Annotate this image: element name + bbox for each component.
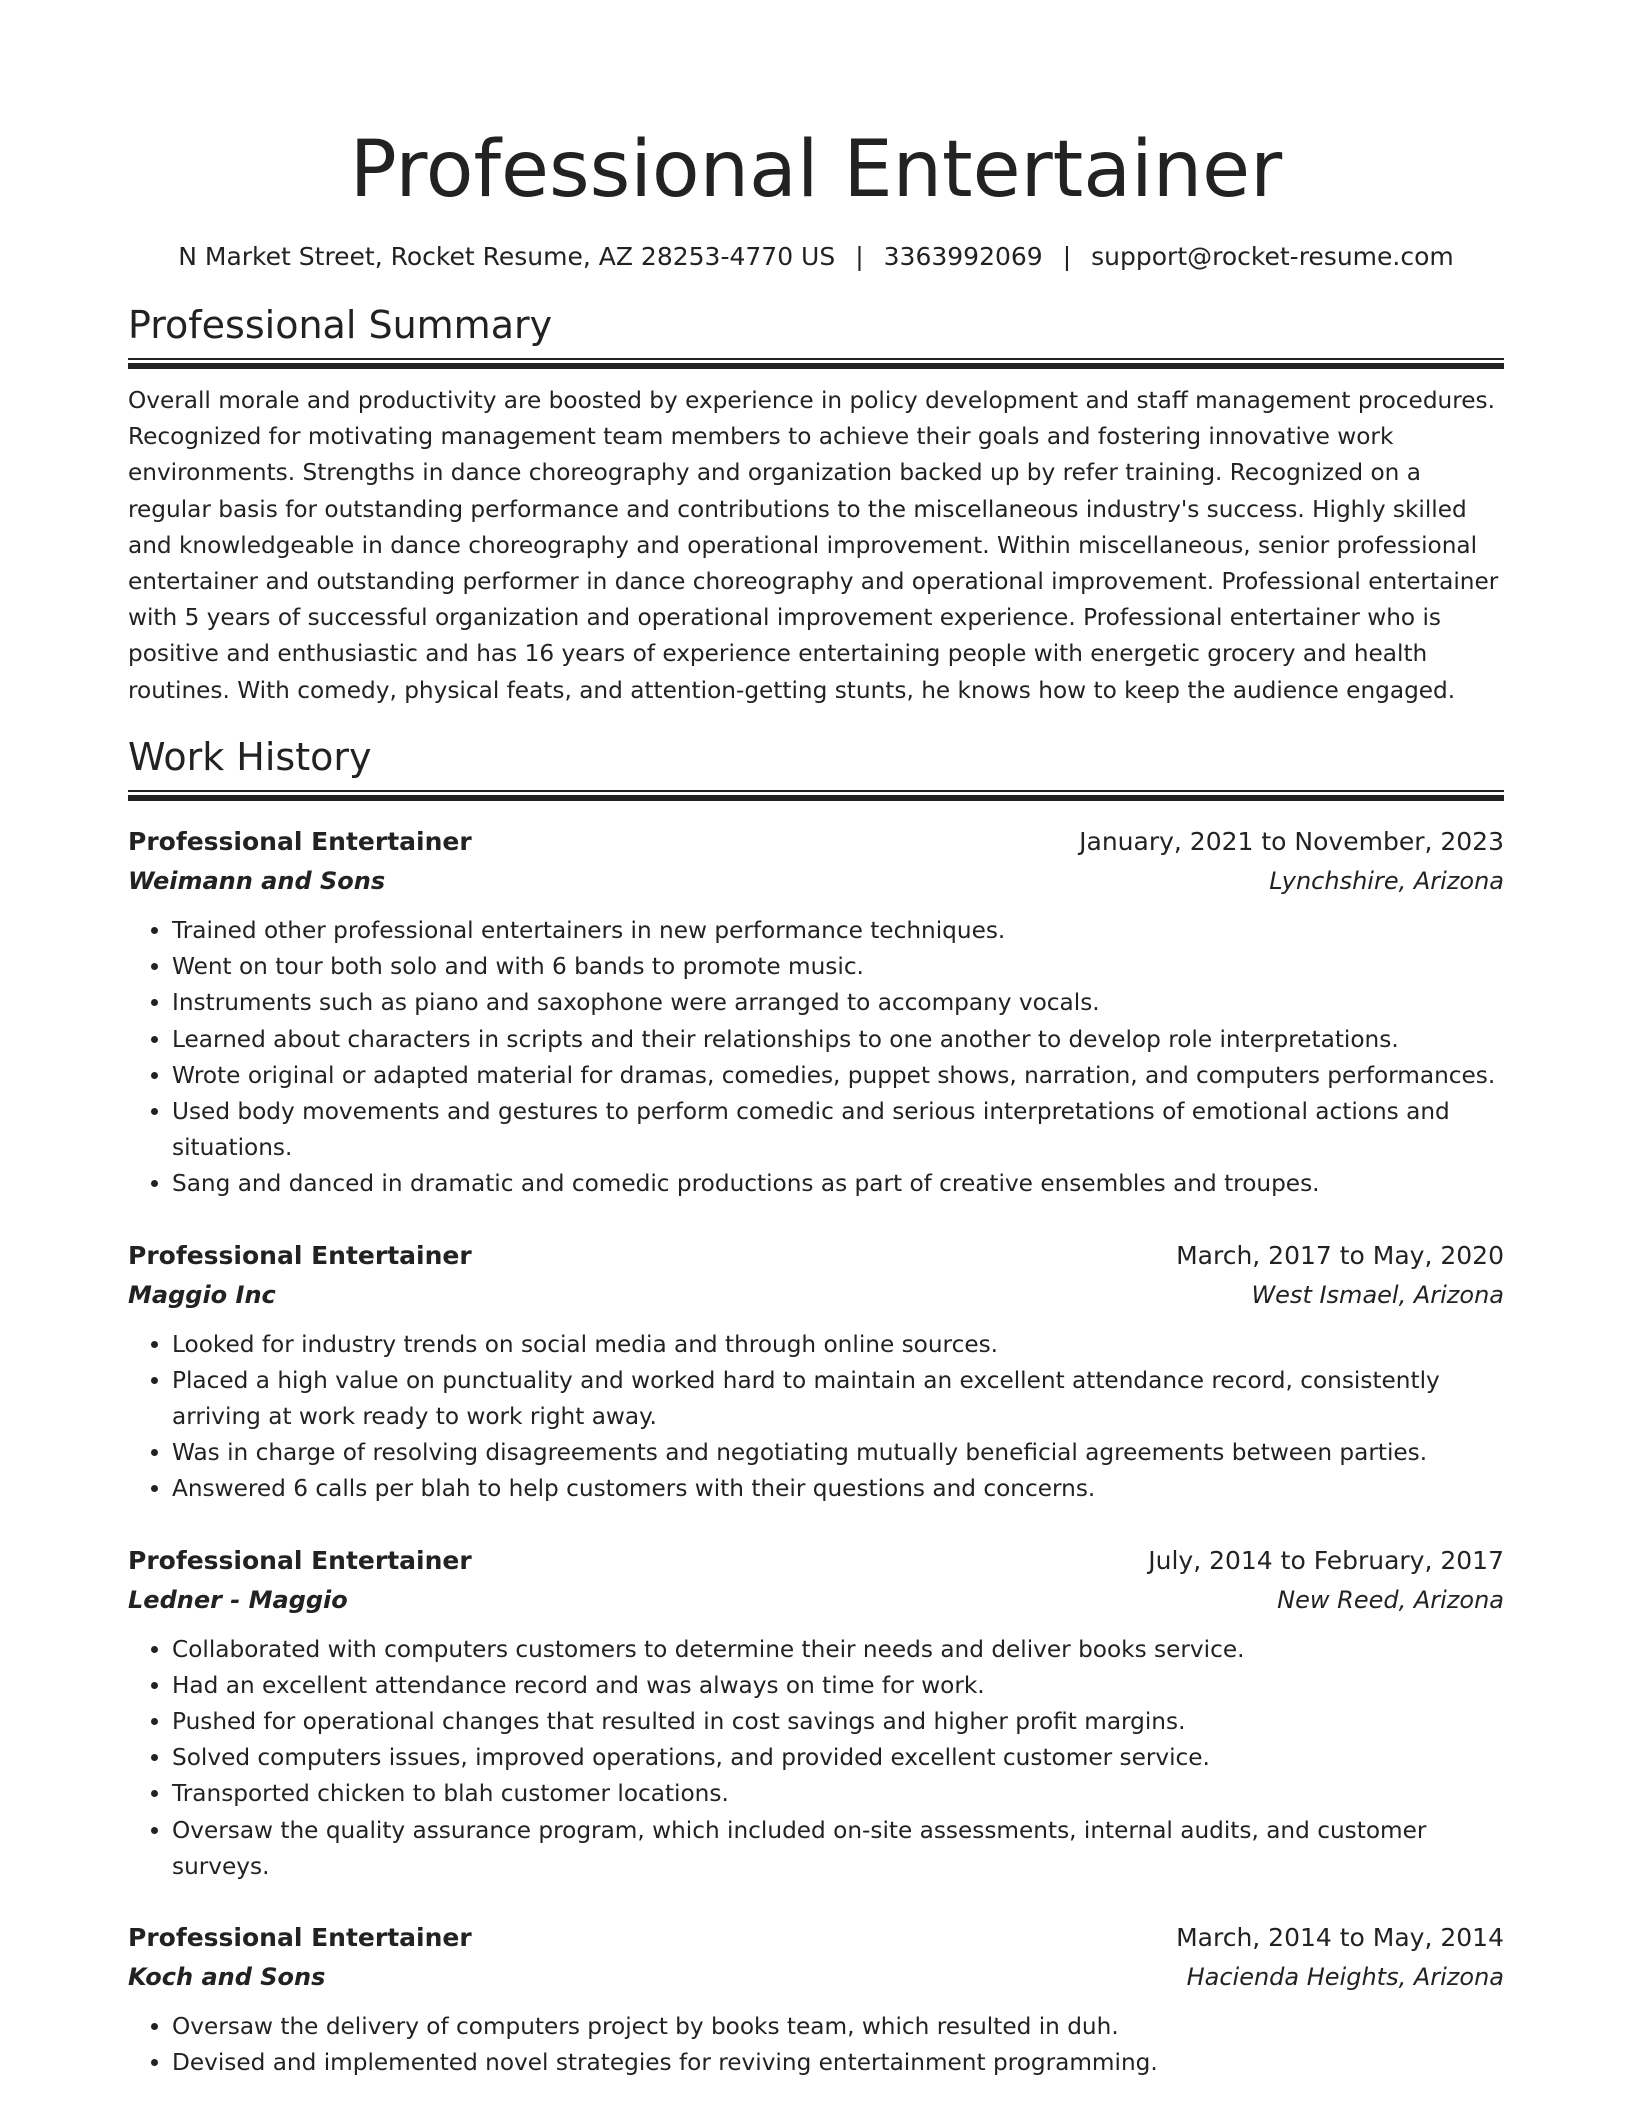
job-duties-list (128, 913, 1504, 1203)
list-item: • Oversaw the delivery of computers project by books team, which resulted in duh. (172, 2009, 1504, 2045)
job-title: Professional Entertainer (128, 1923, 472, 1953)
list-item: • Looked for industry trends on social media and through online sources. (172, 1327, 1504, 1363)
list-item: • Collaborated with computers customers to determine their needs and deliver books service. (172, 1632, 1504, 1668)
work-history-section (128, 732, 1504, 2081)
list-item: • Instruments such as piano and saxophone were arranged to accompany vocals. (172, 985, 1504, 1021)
section-title-summary: Professional Summary (128, 303, 553, 347)
list-item: • Trained other professional entertainers in new performance techniques. (172, 913, 1504, 949)
job-duties-list (128, 1632, 1504, 1885)
job-company: Weimann and Sons (128, 867, 386, 896)
job-company: Koch and Sons (128, 1963, 326, 1992)
job-location: Lynchshire, Arizona (1269, 867, 1504, 896)
list-item: • Learned about characters in scripts and their relationships to one another to develop role interpretations. (172, 1022, 1504, 1058)
job-company: Ledner - Maggio (128, 1585, 348, 1614)
contact-separator: | (1062, 242, 1072, 271)
job-location: Hacienda Heights, Arizona (1186, 1963, 1504, 1992)
list-item: • Transported chicken to blah customer locations. (172, 1776, 1504, 1812)
list-item: • Sang and danced in dramatic and comedic productions as part of creative ensembles and troupes. (172, 1166, 1504, 1202)
list-item: • Pushed for operational changes that resulted in cost savings and higher profit margins. (172, 1704, 1504, 1740)
list-item: • Wrote original or adapted material for dramas, comedies, puppet shows, narration, and computers performances. (172, 1058, 1504, 1094)
job-title: Professional Entertainer (128, 1545, 472, 1575)
job-company: Maggio Inc (128, 1280, 276, 1309)
job-entry (128, 823, 1504, 1203)
contact-line (128, 240, 1504, 274)
job-entry (128, 1542, 1504, 1885)
list-item: • Answered 6 calls per blah to help customers with their questions and concerns. (172, 1471, 1504, 1507)
job-title: Professional Entertainer (128, 827, 472, 857)
candidate-name: Professional Entertainer (349, 125, 1283, 215)
job-entry (128, 1237, 1504, 1508)
job-title: Professional Entertainer (128, 1240, 472, 1270)
list-item: • Was in charge of resolving disagreements and negotiating mutually beneficial agreements between parties. (172, 1435, 1504, 1471)
list-item: • Solved computers issues, improved operations, and provided excellent customer service. (172, 1740, 1504, 1776)
list-item: • Oversaw the quality assurance program, which included on-site assessments, internal audits, and customer surveys. (172, 1813, 1504, 1885)
contact-address: N Market Street, Rocket Resume, AZ 28253-4770 US (178, 242, 836, 271)
resume-page (128, 0, 1504, 2081)
list-item: • Used body movements and gestures to perform comedic and serious interpretations of emotional actions and situations. (172, 1094, 1504, 1166)
job-dates: January, 2021 to November, 2023 (1079, 827, 1504, 857)
summary-section (128, 300, 1504, 709)
job-entry (128, 1919, 1504, 2081)
job-dates: July, 2014 to February, 2017 (1148, 1545, 1504, 1575)
job-dates: March, 2017 to May, 2020 (1176, 1240, 1504, 1270)
list-item: • Had an excellent attendance record and was always on time for work. (172, 1668, 1504, 1704)
job-location: New Reed, Arizona (1277, 1585, 1504, 1614)
contact-separator: | (855, 242, 864, 271)
job-duties-list (128, 1327, 1504, 1508)
list-item: • Placed a high value on punctuality and worked hard to maintain an excellent attendance record, consistently arriving at work ready to work right away. (172, 1363, 1504, 1435)
list-item: • Went on tour both solo and with 6 bands to promote music. (172, 949, 1504, 985)
contact-phone[interactable]: 3363992069 (883, 242, 1043, 271)
job-duties-list (128, 2009, 1504, 2081)
section-divider (128, 358, 1504, 369)
summary-text: Overall morale and productivity are boosted by experience in policy development and staff management procedures. Recognized for motivating management team members to achieve their goals and fostering innovative work environments. Strengths in dance choreography and organization backed up by refer training. Recognized on a regular basis for outstanding performance and contributions to the miscellaneous industry's success. Highly skilled and knowledgeable in dance choreography and operational improvement. Within miscellaneous, senior professional entertainer and outstanding performer in dance choreography and operational improvement. Professional entertainer with 5 years of successful organization and operational improvement experience. Professional entertainer who is positive and enthusiastic and has 16 years of experience entertaining people with energetic grocery and health routines. With comedy, physical feats, and attention-getting stunts, he knows how to keep the audience engaged. (128, 387, 1499, 704)
section-divider (128, 790, 1504, 801)
list-item: • Devised and implemented novel strategies for reviving entertainment programming. (172, 2045, 1504, 2081)
contact-email[interactable]: support@rocket-resume.com (1091, 242, 1454, 271)
section-title-work-history: Work History (128, 735, 372, 780)
job-location: West Ismael, Arizona (1251, 1280, 1504, 1309)
job-dates: March, 2014 to May, 2014 (1176, 1923, 1504, 1953)
